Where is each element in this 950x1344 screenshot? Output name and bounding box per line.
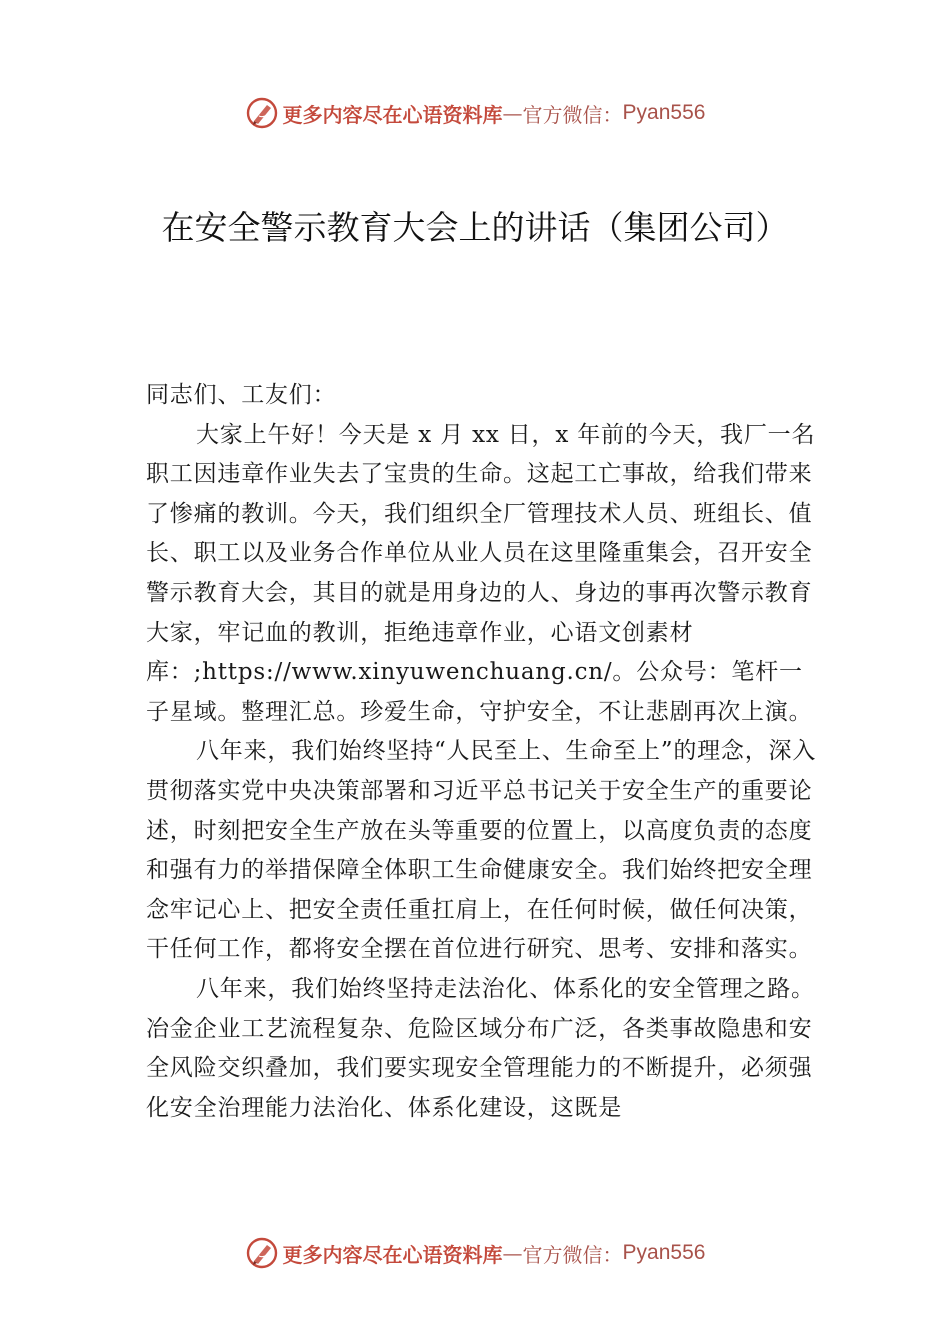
footer-banner	[0, 1233, 950, 1273]
banner-separator: —	[502, 1241, 523, 1265]
banner-wechat-label: 官方微信：	[522, 1242, 623, 1267]
banner-separator: —	[502, 101, 523, 125]
banner-wechat-id: Pyan556	[622, 1241, 706, 1264]
header-banner	[0, 93, 950, 133]
salutation: 同志们、工友们：	[146, 382, 337, 408]
paragraph-1: 大家上午好！今天是 x 月 xx 日，x 年前的今天，我厂一名职工因违章作业失去了宝贵的生命。这起工亡事故，给我们带来了惨痛的教训。今天，我们组织全厂管理技术人员、班组长、值长、职工以及业务合作单位从业人员在这里隆重集会，召开安全警示教育大会，其目的就是用身边的人、身边的事再次警示教育大家，牢记血的教训，拒绝违章作业，心语文创素材库：;https://www.xinyuwenchuang.cn/。公众号：笔杆一子星域。整理汇总。珍爱生命，守护安全，不让悲剧再次上演。	[146, 421, 816, 725]
document-title: 在安全警示教育大会上的讲话（集团公司）	[161, 208, 789, 247]
document-body	[146, 376, 826, 1128]
banner-brand-text: 更多内容尽在心语资料库	[282, 102, 503, 127]
pen-logo-icon	[245, 1236, 279, 1270]
pen-logo-icon	[245, 96, 279, 130]
banner-wechat-label: 官方微信：	[522, 102, 623, 127]
banner-brand-text: 更多内容尽在心语资料库	[282, 1242, 503, 1267]
banner-wechat-id: Pyan556	[622, 101, 706, 124]
paragraph-3: 八年来，我们始终坚持走法治化、体系化的安全管理之路。冶金企业工艺流程复杂、危险区域分布广泛，各类事故隐患和安全风险交织叠加，我们要实现安全管理能力的不断提升，必须强化安全治理能力法治化、体系化建设，这既是	[146, 975, 815, 1121]
paragraph-2: 八年来，我们始终坚持“人民至上、生命至上”的理念，深入贯彻落实党中央决策部署和习近平总书记关于安全生产的重要论述，时刻把安全生产放在头等重要的位置上，以高度负责的态度和强有力的举措保障全体职工生命健康安全。我们始终把安全理念牢记心上、把安全责任重扛肩上，在任何时候，做任何决策，干任何工作，都将安全摆在首位进行研究、思考、安排和落实。	[146, 738, 817, 963]
